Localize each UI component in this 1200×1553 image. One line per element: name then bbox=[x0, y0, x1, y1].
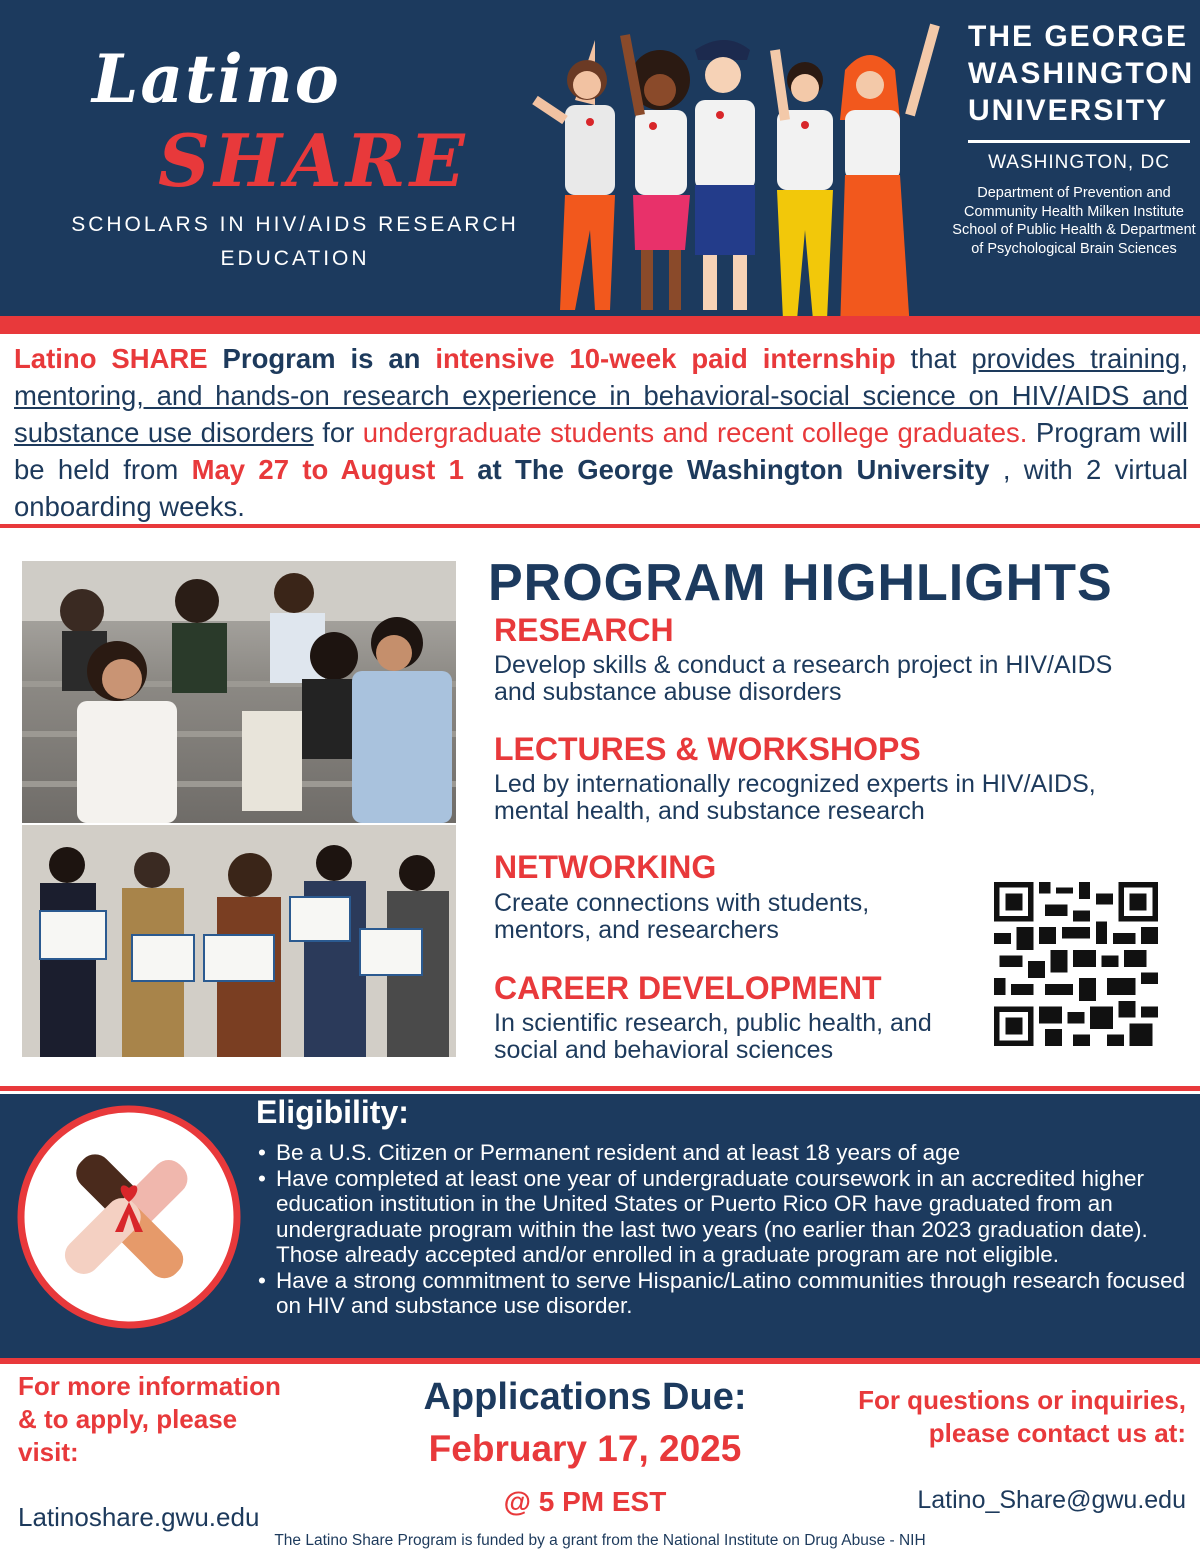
intro-provides: provides training, mentoring, and hands-on research experience in behavioral-social science on HIV/AIDS and substance use disorders bbox=[14, 343, 1188, 448]
logo-share: SHARE bbox=[158, 118, 469, 203]
intro-text: that bbox=[895, 343, 972, 374]
eligibility-item: • Have completed at least one year of undergraduate coursework in an accredited higher education institution in the United States or Puerto Rico OR have graduated from an undergraduate program within the last two years (no earlier than 2023 graduation date). Those already accepted and/or enrolled in a graduate program are not eligible. bbox=[258, 1166, 1188, 1268]
funding-note: The Latino Share Program is funded by a grant from the National Institute on Drug Abuse - NIH bbox=[274, 1532, 926, 1549]
person-illustration-4 bbox=[775, 50, 833, 320]
more-info-text: For more information & to apply, please visit: bbox=[18, 1371, 281, 1467]
highlight-career-heading: CAREER DEVELOPMENT bbox=[494, 970, 882, 1006]
red-divider-line bbox=[0, 1086, 1200, 1091]
eligibility-item: • Have a strong commitment to serve Hispanic/Latino communities through research focused on HIV and substance use disorder. bbox=[258, 1268, 1188, 1319]
person-illustration-1 bbox=[535, 40, 615, 310]
intro-location: at The George Washington University bbox=[463, 454, 990, 485]
applications-due-label: Applications Due: bbox=[423, 1376, 747, 1418]
students-group-photo bbox=[22, 561, 456, 823]
intro-dates: May 27 to August 1 bbox=[191, 454, 464, 485]
person-illustration-2 bbox=[625, 35, 690, 310]
header-banner bbox=[0, 0, 1200, 316]
intro-text: Program will be held from bbox=[14, 417, 1188, 485]
university-city: WASHINGTON, DC bbox=[988, 152, 1170, 173]
intro-text: Program is an bbox=[207, 343, 436, 374]
certificate-photo bbox=[22, 825, 456, 1057]
eligibility-list bbox=[258, 1140, 1188, 1319]
highlight-research-text: Develop skills & conduct a research project in HIV/AIDS and substance abuse disorders bbox=[494, 651, 1113, 706]
eligibility-item: • Be a U.S. Citizen or Permanent resident and at least 18 years of age bbox=[258, 1140, 1188, 1166]
highlight-lectures-heading: LECTURES & WORKSHOPS bbox=[494, 731, 921, 767]
applications-due-time: @ 5 PM EST bbox=[503, 1486, 667, 1517]
intro-text: for bbox=[313, 417, 363, 448]
joined-hands-icon bbox=[16, 1104, 242, 1330]
highlights-title: PROGRAM HIGHLIGHTS bbox=[488, 554, 1113, 612]
intro-internship: intensive 10-week paid internship bbox=[435, 343, 896, 374]
department-names: Department of Prevention and Community Health Milken Institute School of Public Health & Department of Psychological Brain Sciences bbox=[952, 185, 1196, 257]
highlight-networking-heading: NETWORKING bbox=[494, 849, 717, 885]
red-divider-bar bbox=[0, 316, 1200, 334]
applications-due-date: February 17, 2025 bbox=[428, 1428, 742, 1469]
intro-text: , with 2 virtual onboarding weeks. bbox=[14, 454, 1188, 522]
contact-email-link[interactable]: Latino_Share@gwu.edu bbox=[917, 1486, 1186, 1514]
highlight-career-text: In scientific research, public health, and social and behavioral sciences bbox=[494, 1009, 932, 1064]
highlight-research-heading: RESEARCH bbox=[494, 612, 674, 648]
intro-audience: undergraduate students and recent college graduates. bbox=[362, 417, 1028, 448]
intro-program-name: Latino SHARE bbox=[14, 343, 208, 374]
highlight-networking-text: Create connections with students, mentors, and researchers bbox=[494, 889, 870, 944]
program-intro bbox=[14, 340, 1188, 525]
divider bbox=[968, 140, 1190, 143]
red-divider-line bbox=[0, 1358, 1200, 1364]
logo-subtitle: SCHOLARS IN HIV/AIDS RESEARCH EDUCATION bbox=[71, 213, 519, 270]
highlight-lectures-text: Led by internationally recognized experts in HIV/AIDS, mental health, and substance research bbox=[494, 770, 1096, 825]
qr-code[interactable] bbox=[994, 882, 1158, 1046]
university-name: THE GEORGE WASHINGTON UNIVERSITY bbox=[968, 20, 1195, 127]
person-illustration-3 bbox=[695, 40, 755, 310]
contact-text: For questions or inquiries, please contact us at: bbox=[858, 1385, 1186, 1448]
website-link[interactable]: Latinoshare.gwu.edu bbox=[18, 1502, 260, 1532]
logo-latino: Latino bbox=[92, 40, 341, 118]
eligibility-title: Eligibility: bbox=[256, 1094, 409, 1130]
people-illustration bbox=[515, 10, 955, 340]
person-illustration-5 bbox=[840, 25, 935, 330]
